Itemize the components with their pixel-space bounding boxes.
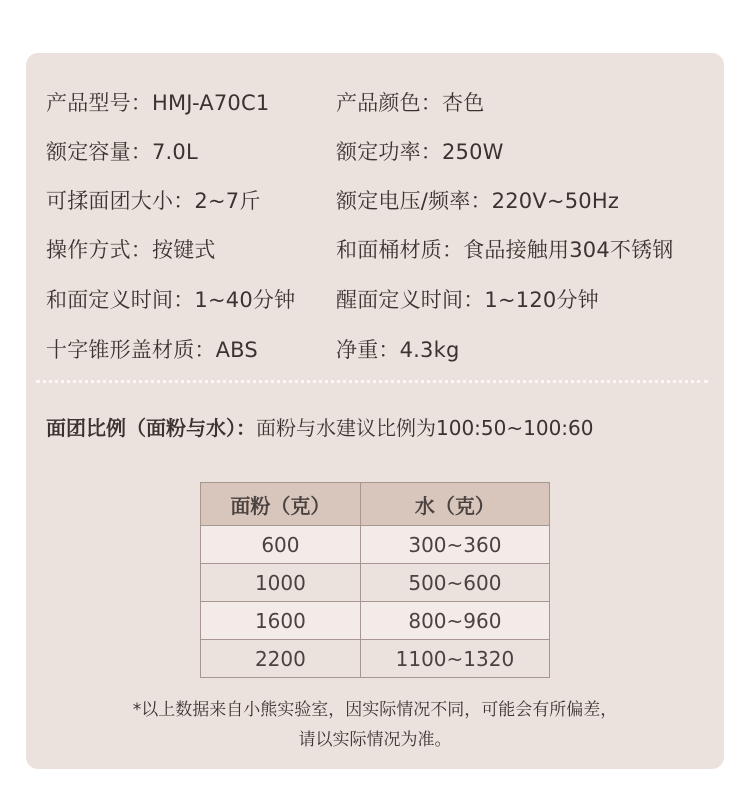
disclaimer-line-1: *以上数据来自小熊实验室，因实际情况不同，可能会有所偏差，: [132, 700, 618, 720]
cell-flour: 600: [201, 526, 361, 564]
table-row: [201, 640, 550, 678]
table-row: [201, 602, 550, 640]
spec-power: 额定功率：250W: [336, 140, 504, 164]
ratio-table: [200, 482, 550, 678]
cell-water: 1100~1320: [360, 640, 549, 678]
spec-dough-size: 可揉面团大小：2~7斤: [46, 189, 261, 213]
cell-water: 800~960: [360, 602, 549, 640]
cell-flour: 1600: [201, 602, 361, 640]
spec-net-weight: 净重：4.3kg: [336, 338, 460, 362]
dough-ratio: [46, 414, 593, 442]
spec-model: 产品型号：HMJ-A70C1: [46, 91, 270, 115]
spec-operation: 操作方式：按键式: [46, 238, 216, 262]
spec-lid-material: 十字锥形盖材质：ABS: [46, 338, 258, 362]
cell-flour: 1000: [201, 564, 361, 602]
spec-bucket-material: 和面桶材质：食品接触用304不锈钢: [336, 238, 674, 262]
header-flour: 面粉（克）: [201, 483, 361, 526]
table-row: [201, 526, 550, 564]
cell-water: 500~600: [360, 564, 549, 602]
dough-ratio-label: 面团比例（面粉与水）：: [46, 416, 256, 440]
spec-voltage: 额定电压/频率：220V~50Hz: [336, 189, 620, 213]
dotted-divider: [36, 380, 708, 383]
cell-water: 300~360: [360, 526, 549, 564]
spec-proof-time: 醒面定义时间：1~120分钟: [336, 288, 599, 312]
cell-flour: 2200: [201, 640, 361, 678]
spec-knead-time: 和面定义时间：1~40分钟: [46, 288, 296, 312]
disclaimer-line-2: 请以实际情况为准。: [298, 730, 452, 750]
table-row: [201, 564, 550, 602]
spec-color: 产品颜色：杏色: [336, 91, 485, 115]
spec-capacity: 额定容量：7.0L: [46, 140, 198, 164]
header-water: 水（克）: [360, 483, 549, 526]
dough-ratio-text: 面粉与水建议比例为100:50~100:60: [256, 416, 594, 440]
table-header-row: [201, 483, 550, 526]
